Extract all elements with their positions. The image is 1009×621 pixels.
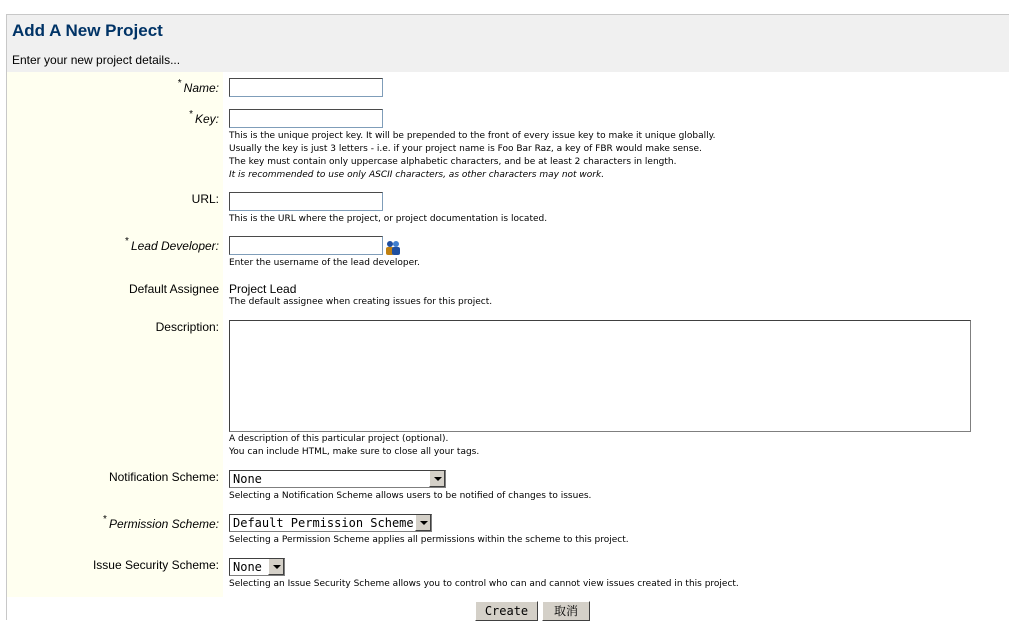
description-textarea[interactable] bbox=[229, 320, 971, 432]
page-subtitle: Enter your new project details... bbox=[12, 53, 181, 67]
required-mark: * bbox=[189, 109, 193, 120]
key-label: * Key: bbox=[189, 109, 219, 126]
permission-scheme-select[interactable] bbox=[229, 514, 432, 532]
lead-developer-input[interactable] bbox=[229, 236, 383, 255]
required-mark: * bbox=[103, 514, 107, 525]
description-help: A description of this particular project (optional). You can include HTML, make sure to close all your tags. bbox=[229, 434, 480, 457]
url-label: URL: bbox=[191, 192, 219, 206]
permission-scheme-help: Selecting a Permission Scheme applies all permissions within the scheme to this project. bbox=[229, 535, 629, 545]
default-assignee-help: The default assignee when creating issues for this project. bbox=[229, 297, 493, 307]
permission-scheme-value: Default Permission Scheme bbox=[233, 516, 414, 530]
issue-security-scheme-help: Selecting an Issue Security Scheme allows you to control who can and cannot view issues created in this project. bbox=[229, 579, 739, 589]
name-input[interactable] bbox=[229, 78, 383, 97]
notification-scheme-label: Notification Scheme: bbox=[108, 470, 219, 484]
chevron-down-icon[interactable] bbox=[268, 559, 284, 575]
key-help: This is the unique project key. It will be prepended to the front of every issue key to make it unique globally. Usually the key is just 3 letters - i.e. if your project name is Foo Bar Raz, a key of FBR would make sense. The key must contain only uppercase alphabetic characters, and be at least 2 characters in length. It is recommended to use only ASCII characters, as other characters may not work. bbox=[229, 131, 716, 180]
url-help: This is the URL where the project, or project documentation is located. bbox=[229, 214, 548, 224]
create-button[interactable]: Create bbox=[475, 601, 538, 621]
lead-developer-label: * Lead Developer: bbox=[125, 236, 219, 253]
notification-scheme-value: None bbox=[233, 472, 262, 486]
issue-security-scheme-label: Issue Security Scheme: bbox=[92, 558, 219, 572]
description-label: Description: bbox=[155, 320, 219, 334]
form-header bbox=[7, 15, 1009, 72]
default-assignee-value: Project Lead bbox=[229, 282, 297, 296]
permission-scheme-label: * Permission Scheme: bbox=[103, 514, 219, 531]
user-picker-icon[interactable] bbox=[385, 240, 401, 256]
issue-security-scheme-value: None bbox=[233, 560, 262, 574]
required-mark: * bbox=[125, 236, 129, 247]
key-input[interactable] bbox=[229, 109, 383, 128]
chevron-down-icon[interactable] bbox=[415, 515, 431, 531]
notification-scheme-help: Selecting a Notification Scheme allows users to be notified of changes to issues. bbox=[229, 491, 592, 501]
issue-security-scheme-select[interactable] bbox=[229, 558, 285, 576]
default-assignee-label: Default Assignee bbox=[128, 282, 219, 296]
form-panel bbox=[6, 14, 1009, 620]
page-title: Add A New Project bbox=[12, 21, 163, 40]
cancel-button[interactable]: 取消 bbox=[542, 601, 590, 621]
chevron-down-icon[interactable] bbox=[429, 471, 445, 487]
url-input[interactable] bbox=[229, 192, 383, 211]
required-mark: * bbox=[177, 78, 182, 89]
notification-scheme-select[interactable] bbox=[229, 470, 446, 488]
name-label: * Name: bbox=[177, 78, 219, 95]
lead-developer-help: Enter the username of the lead developer. bbox=[229, 258, 420, 268]
